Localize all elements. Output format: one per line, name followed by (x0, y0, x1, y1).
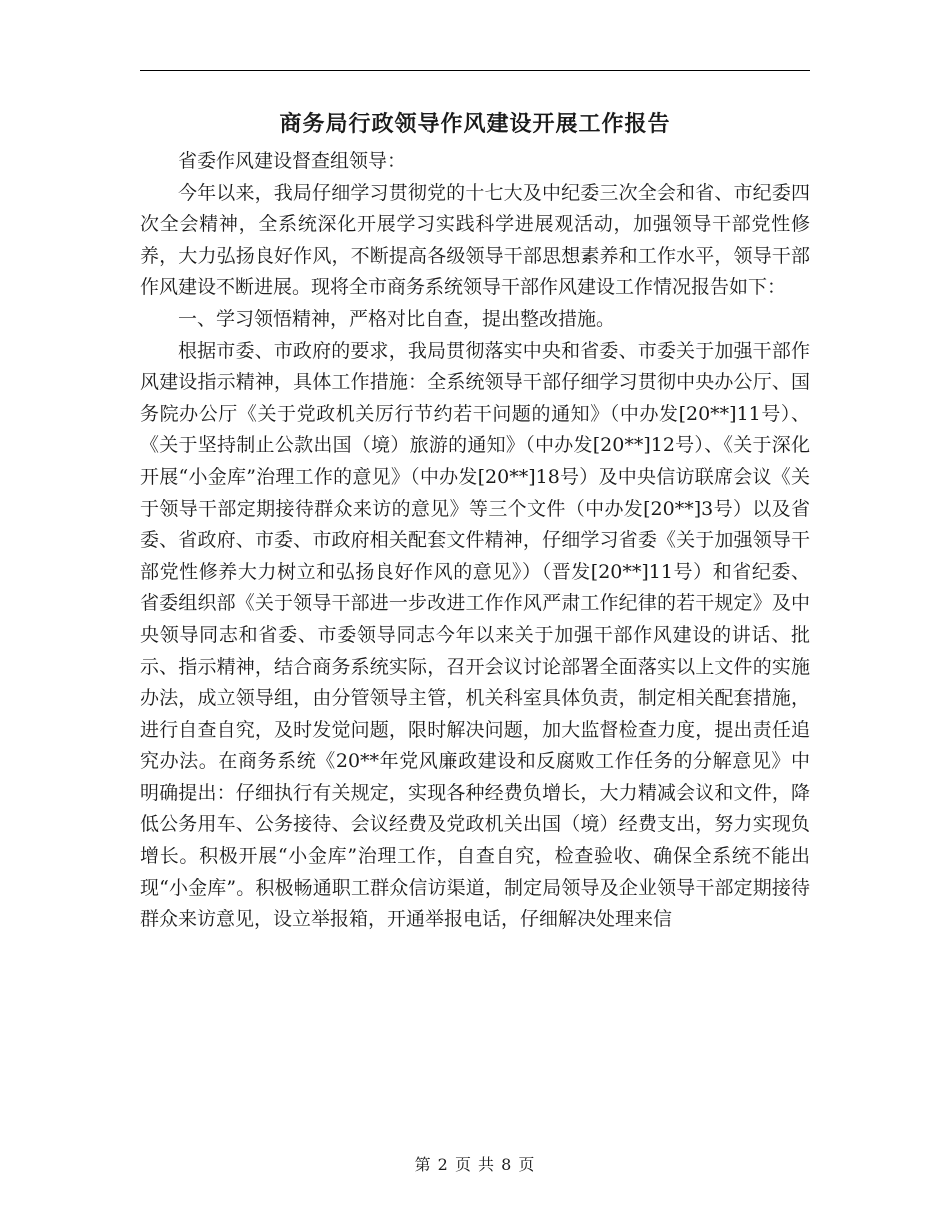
salutation-paragraph: 省委作风建设督查组领导： (178, 150, 407, 172)
document-title: 商务局行政领导作风建设开展工作报告 (279, 111, 671, 137)
document-body (140, 146, 810, 936)
intro-paragraph: 今年以来，我局仔细学习贯彻党的十七大及中纪委三次全会和省、市纪委四次全会精神，全系统深化开展学习实践科学进展观活动，加强领导干部党性修养，大力弘扬良好作风，不断提高各级领导干部思想素养和工作水平，领导干部作风建设不断进展。现将全市商务系统领导干部作风建设工作情况报告如下： (140, 181, 810, 299)
section-heading-paragraph: 一、学习领悟精神，严格对比自查，提出整改措施。 (178, 307, 616, 330)
header-rule (140, 70, 810, 71)
body-paragraph: 根据市委、市政府的要求，我局贯彻落实中央和省委、市委关于加强干部作风建设指示精神，具体工作措施：全系统领导干部仔细学习贯彻中央办公厅、国务院办公厅《关于党政机关厉行节约若干问题的通知》（中办发[20**]11号）、《关于坚持制止公款出国（境）旅游的通知》（中办发[20**]12号）、《关于深化开展“小金库”治理工作的意见》（中办发[20**]18号）及中央信访联席会议《关于领导干部定期接待群众来访的意见》等三个文件（中办发[20**]3号）以及省委、省政府、市委、市政府相关配套文件精神，仔细学习省委《关于加强领导干部党性修养大力树立和弘扬良好作风的意见》）（晋发[20**]11号）和省纪委、省委组织部《关于领导干部进一步改进工作作风严肃工作纪律的若干规定》及中央领导同志和省委、市委领导同志今年以来关于加强干部作风建设的讲话、批示、指示精神，结合商务系统实际，召开会议讨论部署全面落实以上文件的实施办法，成立领导组，由分管领导主管，机关科室具体负责，制定相关配套措施，进行自查自究，及时发觉问题，限时解决问题，加大监督检查力度，提出责任追究办法。在商务系统《20**年党风廉政建设和反腐败工作任务的分解意见》中明确提出：仔细执行有关规定，实现各种经费负增长，大力精减会议和文件，降低公务用车、公务接待、会议经费及党政机关出国（境）经费支出，努力实现负增长。积极开展“小金库”治理工作，自查自究，检查验收、确保全系统不能出现“小金库”。积极畅通职工群众信访渠道，制定局领导及企业领导干部定期接待群众来访意见，设立举报箱，开通举报电话，仔细解决处理来信 (140, 339, 810, 931)
page-number-footer: 第 2 页 共 8 页 (414, 1155, 536, 1174)
